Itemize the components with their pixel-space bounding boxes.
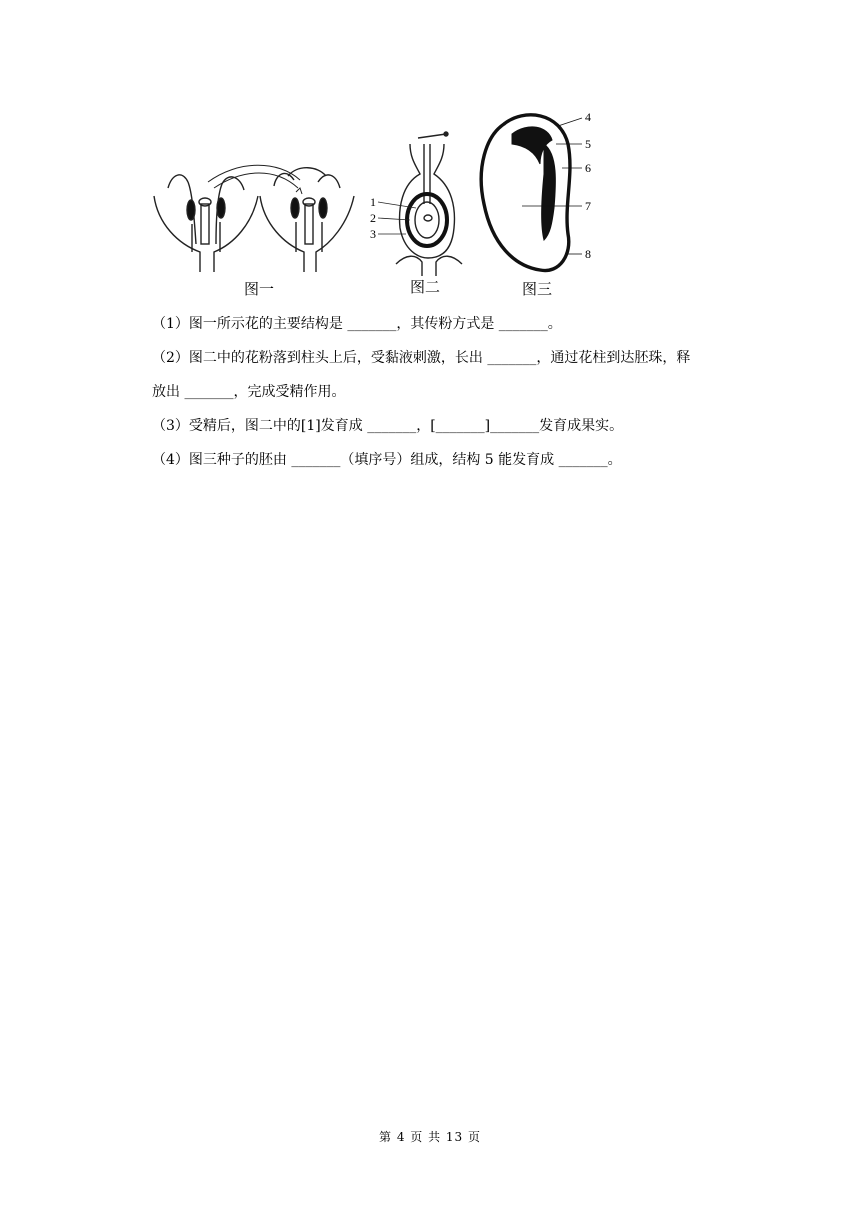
figure-two-drawing	[378, 132, 462, 276]
question-4: （4）图三种子的胚由 _______（填序号）组成，结构 5 能发育成 _______。	[152, 452, 622, 468]
fig2-label-2: 2	[370, 211, 376, 225]
figure-one-drawing	[154, 165, 354, 272]
figures-area	[148, 104, 608, 300]
fig3-label-6: 6	[585, 161, 591, 175]
fig2-label-3: 3	[370, 227, 376, 241]
figure-one-caption: 图一	[244, 280, 275, 298]
question-2-line-1: （2）图二中的花粉落到柱头上后，受黏液刺激，长出 _______，通过花柱到达胚珠，释	[152, 350, 691, 366]
fig3-label-5: 5	[585, 137, 591, 151]
question-1: （1）图一所示花的主要结构是 _______，其传粉方式是 _______。	[152, 316, 562, 332]
question-2-line-2: 放出 _______，完成受精作用。	[152, 384, 346, 400]
page-footer: 第 4 页 共 13 页	[379, 1130, 481, 1144]
question-3: （3）受精后，图二中的[1]发育成 _______，[_______]_______发育成果实。	[152, 418, 624, 434]
figure-three-caption: 图三	[522, 280, 553, 298]
fig2-label-1: 1	[370, 195, 376, 209]
figures-illustration	[148, 104, 608, 300]
fig3-label-4: 4	[585, 110, 591, 124]
fig3-label-8: 8	[585, 247, 591, 261]
fig3-label-7: 7	[585, 199, 591, 213]
figure-three-drawing	[481, 115, 582, 271]
figure-two-caption: 图二	[410, 278, 441, 296]
